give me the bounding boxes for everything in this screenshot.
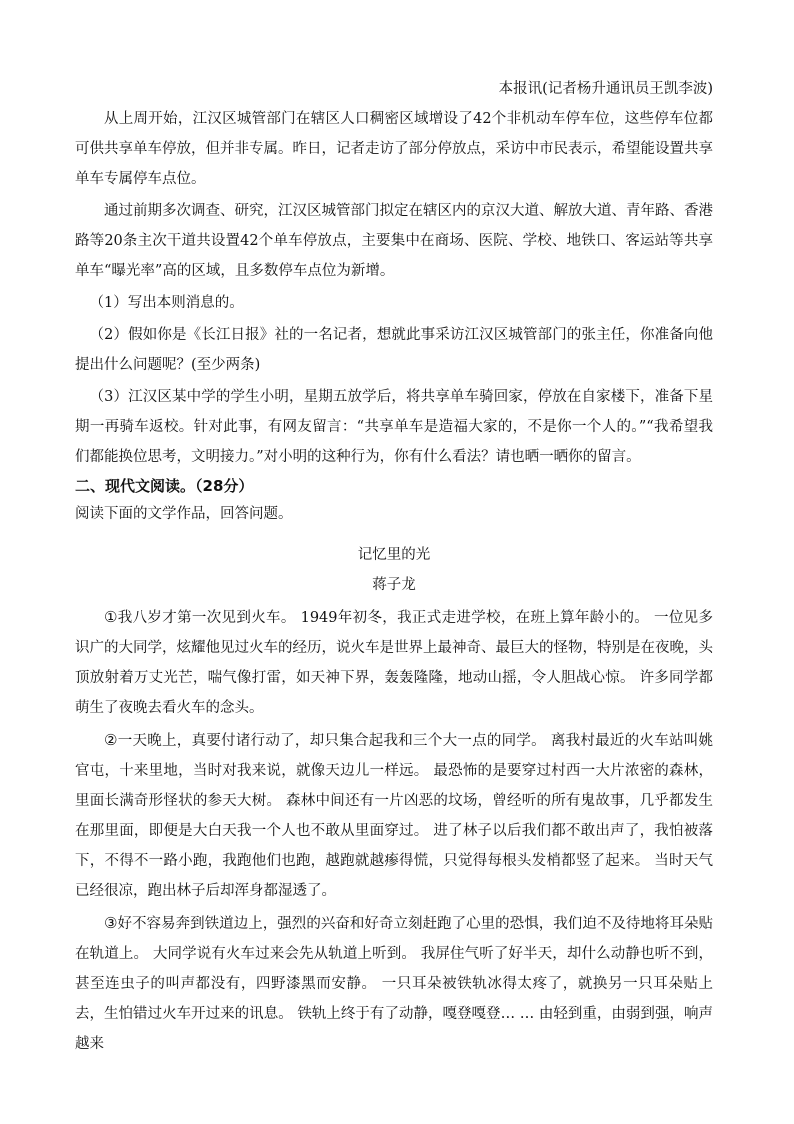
document-page xyxy=(75,74,713,1059)
paragraph-text: 我八岁才第一次见到火车。 1949年初冬，我正式走进学校，在班上算年龄小的。 一位见多识广的大同学，炫耀他见过火车的经历，说火车是世界上最神奇、最巨大的怪物，特别是在夜晚，头顶放射着万丈光芒，喘气像打雷，如天神下界，轰轰隆隆，地动山摇，令人胆战心惊。 许多同学都萌生了夜晚去看火车的念头。 xyxy=(75,610,713,716)
paragraph-number: ② xyxy=(104,731,118,749)
question-2: （2）假如你是《长江日报》社的一名记者，想就此事采访江汉区城管部门的张主任，你准备向他提出什么问题呢？(至少两条) xyxy=(75,327,713,373)
article-author: 蒋子龙 xyxy=(372,577,416,593)
paragraph-number: ① xyxy=(104,608,118,626)
article-paragraph-3 xyxy=(75,908,713,1059)
paragraph-number: ③ xyxy=(104,914,118,932)
article-paragraph-2 xyxy=(75,725,713,906)
question-1: （1）写出本则消息的。 xyxy=(89,295,244,311)
section-heading: 二、现代文阅读。（28分） xyxy=(75,477,254,495)
paragraph-text: 一天晚上，真要付诸行动了，却只集合起我和三个大一点的同学。 离我村最近的火车站叫姚官屯，十来里地，当时对我来说，就像天边儿一样远。 最恐怖的是要穿过村西一大片浓密的森林，里面长满奇形怪状的参天大树。 森林中间还有一片凶恶的坟场，曾经听的所有鬼故事，几乎都发生在那里面，即便是大白天我一个人也不敢从里面穿过。 进了林子以后我们都不敢出声了，我怕被落下，不得不一路小跑，我跑他们也跑，越跑就越瘆得慌，只觉得每根头发梢都竖了起来。 当时天气已经很凉，跑出林子后却浑身都湿透了。 xyxy=(75,733,713,899)
question-3: （3）江汉区某中学的学生小明，星期五放学后，将共享单车骑回家，停放在自家楼下，准备下星期一再骑车返校。针对此事，有网友留言：“共享单车是造福大家的，不是你一个人的。”“我希望我们都能换位思考，文明接力。”对小明的这种行为，你有什么看法？请也晒一晒你的留言。 xyxy=(75,389,713,465)
news-paragraph-1: 从上周开始，江汉区城管部门在辖区人口稠密区域增设了42个非机动车停车位，这些停车位都可供共享单车停放，但并非专属。昨日，记者走访了部分停放点，采访中市民表示，希望能设置共享单车专属停车点位。 xyxy=(75,111,713,187)
article-title: 记忆里的光 xyxy=(357,547,431,563)
section-intro: 阅读下面的文学作品，回答问题。 xyxy=(75,506,293,522)
news-byline: 本报讯(记者杨升通讯员王凯李波) xyxy=(498,81,713,97)
paragraph-text: 好不容易奔到铁道边上，强烈的兴奋和好奇立刻赶跑了心里的恐惧，我们迫不及待地将耳朵贴在轨道上。 大同学说有火车过来会先从轨道上听到。 我屏住气听了好半天，却什么动静也听不到，甚至连虫子的叫声都没有，四野漆黑而安静。 一只耳朵被铁轨冰得太疼了，就换另一只耳朵贴上去，生怕错过火车开过来的讯息。 铁轨上终于有了动静，嘎登嘎登… … 由轻到重，由弱到强，响声越来 xyxy=(75,916,714,1052)
news-paragraph-2: 通过前期多次调查、研究，江汉区城管部门拟定在辖区内的京汉大道、解放大道、青年路、香港路等20条主次干道共设置42个单车停放点，主要集中在商场、医院、学校、地铁口、客运站等共享单车“曝光率”高的区域，且多数停车点位为新增。 xyxy=(75,203,713,279)
article-paragraph-1 xyxy=(75,602,713,723)
